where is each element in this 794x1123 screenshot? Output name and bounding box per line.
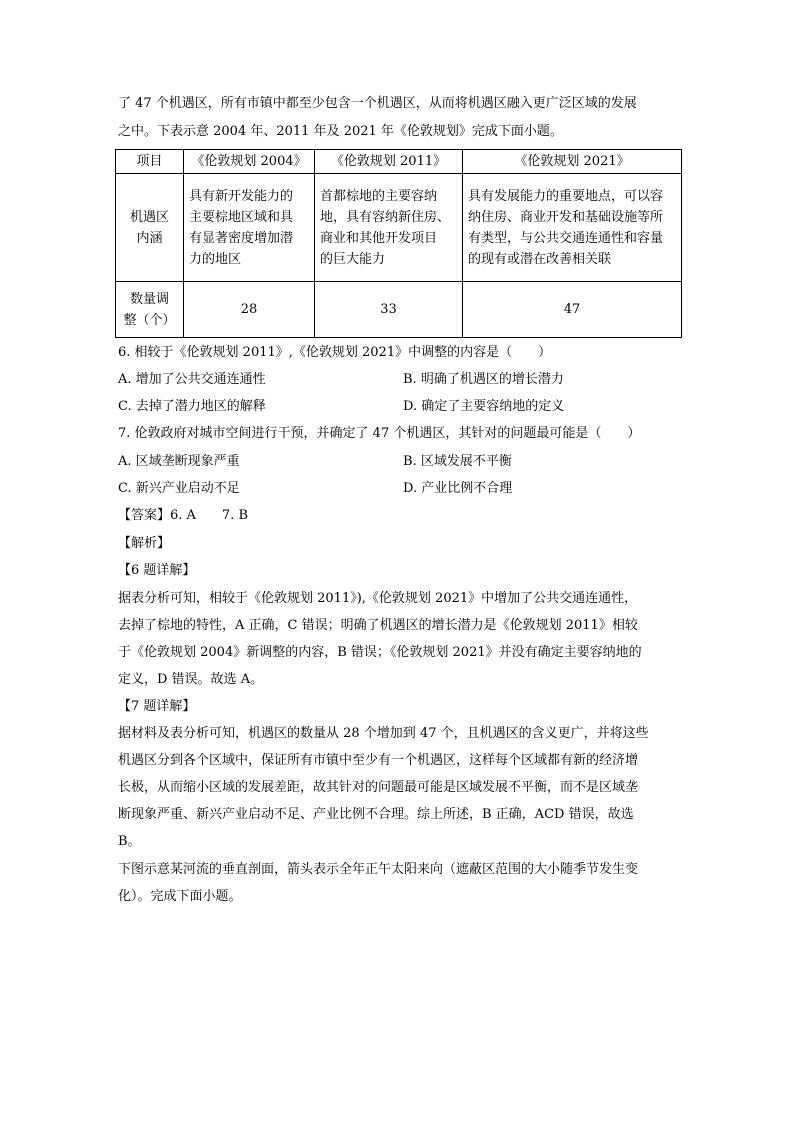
cell-line: 纳住房、商业开发和基础设施等所 <box>468 209 664 225</box>
q7-option-d: D. 产业比例不合理 <box>403 481 513 496</box>
q6-option-b: B. 明确了机遇区的增长潜力 <box>403 372 564 387</box>
table-header-row <box>116 150 682 174</box>
q7-option-c: C. 新兴产业启动不足 <box>118 481 240 496</box>
next-intro-line: 下图示意某河流的垂直剖面，箭头表示全年正午太阳来向（遮蔽区范围的大小随季节发生变 <box>118 862 639 877</box>
row-label-line: 整（个） <box>123 312 176 328</box>
intro-line-1: 了 47 个机遇区，所有市镇中都至少包含一个机遇区，从而将机遇区融入更广泛区域的发展 <box>118 96 637 111</box>
table-cell-2021 <box>463 174 682 282</box>
q7-option-b: B. 区域发展不平衡 <box>403 454 512 469</box>
detail6-title: 【6 题详解】 <box>118 563 196 578</box>
cell-line: 力的地区 <box>189 251 242 267</box>
detail6-line: 据表分析可知，相较于《伦敦规划 2011》),《伦敦规划 2021》中增加了公共交通连通性， <box>118 591 638 606</box>
q7-option-a: A. 区域垄断现象严重 <box>118 454 240 469</box>
detail7-line: 据材料及表分析可知，机遇区的数量从 28 个增加到 47 个，且机遇区的含义更广，并将这些 <box>118 726 649 741</box>
table-header-cell: 《伦敦规划 2021》 <box>463 150 682 174</box>
detail6-line: 于《伦敦规划 2004》新调整的内容，B 错误；《伦敦规划 2021》并没有确定主要容纳地的 <box>118 645 642 660</box>
next-intro-line: 化）。完成下面小题。 <box>118 889 242 904</box>
detail7-line: 长极，从而缩小区域的发展差距，故其针对的问题最可能是区域发展不平衡，而不是区域垄 <box>118 780 639 795</box>
table-header-cell: 《伦敦规划 2011》 <box>315 150 463 174</box>
count-cell-2004: 28 <box>184 282 315 338</box>
cell-line: 有显著密度增加潜 <box>189 230 294 246</box>
row-label-line: 内涵 <box>136 230 163 246</box>
london-plan-table <box>115 149 682 338</box>
table-row-connotation <box>116 174 682 282</box>
cell-line: 有类型，与公共交通连通性和容量 <box>468 230 664 246</box>
table-cell-2004 <box>184 174 315 282</box>
q6-option-c: C. 去掉了潜力地区的解释 <box>118 399 266 414</box>
detail6-line: 定义，D 错误。故选 A。 <box>118 672 264 687</box>
row-label-line: 机遇区 <box>129 209 169 225</box>
table-row-count <box>116 282 682 338</box>
table-header-cell: 《伦敦规划 2004》 <box>184 150 315 174</box>
row-label-connotation <box>116 174 184 282</box>
q6-stem: 6. 相较于《伦敦规划 2011》,《伦敦规划 2021》中调整的内容是（ ） <box>118 345 552 360</box>
detail6-line: 去掉了棕地的特性，A 正确，C 错误；明确了机遇区的增长潜力是《伦敦规划 2011》相较 <box>118 618 638 633</box>
cell-line: 具有发展能力的重要地点，可以容 <box>468 188 664 204</box>
intro-line-2: 之中。下表示意 2004 年、2011 年及 2021 年《伦敦规划》完成下面小题。 <box>118 124 563 139</box>
cell-line: 首都棕地的主要容纳 <box>320 188 438 204</box>
analysis-label: 【解析】 <box>118 536 171 551</box>
detail7-line: B。 <box>118 834 141 849</box>
count-cell-2021: 47 <box>463 282 682 338</box>
q7-stem: 7. 伦敦政府对城市空间进行干预，并确定了 47 个机遇区，其针对的问题最可能是（ ） <box>118 426 641 441</box>
q6-option-a: A. 增加了公共交通连通性 <box>118 372 266 387</box>
cell-line: 的巨大能力 <box>320 251 386 267</box>
cell-line: 具有新开发能力的 <box>189 188 294 204</box>
table-cell-2011 <box>315 174 463 282</box>
cell-line: 商业和其他开发项目 <box>320 230 438 246</box>
row-label-count <box>116 282 184 338</box>
detail7-title: 【7 题详解】 <box>118 699 196 714</box>
row-label-line: 数量调 <box>129 291 169 307</box>
cell-line: 主要棕地区域和具 <box>189 209 294 225</box>
answer-line: 【答案】6. A 7. B <box>118 508 249 523</box>
q6-option-d: D. 确定了主要容纳地的定义 <box>403 399 565 414</box>
detail7-line: 断现象严重、新兴产业启动不足、产业比例不合理。综上所述，B 正确，ACD 错误，故选 <box>118 807 634 822</box>
detail7-line: 机遇区分到各个区域中，保证所有市镇中至少有一个机遇区，这样每个区域都有新的经济增 <box>118 753 639 768</box>
cell-line: 的现有或潜在改善相关联 <box>468 251 612 267</box>
table-header-cell: 项目 <box>116 150 184 174</box>
count-cell-2011: 33 <box>315 282 463 338</box>
cell-line: 地，具有容纳新住房、 <box>320 209 451 225</box>
